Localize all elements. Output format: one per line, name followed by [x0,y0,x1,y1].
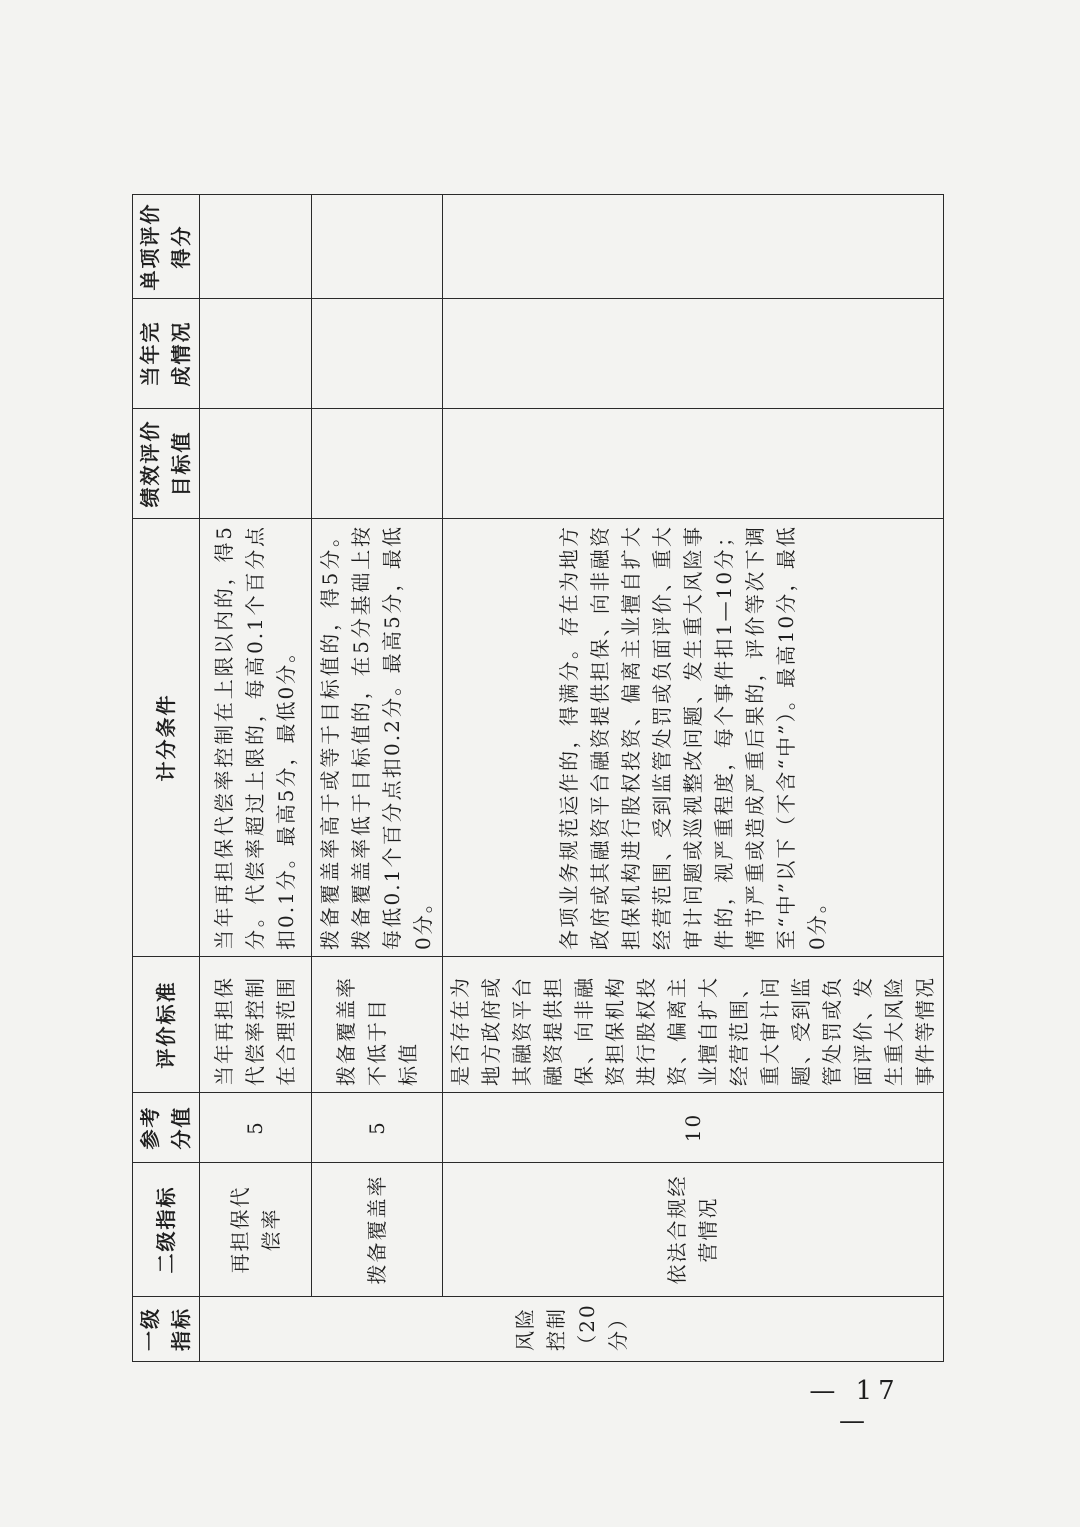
scoring-cell: 各项业务规范运作的，得满分。存在为地方政府或其融资平台融资提供担保、向非融资担保机构进行股权投资、偏离主业擅自扩大经营范围、受到监管处罚或负面评价、重大审计问题或巡视整改问题、发生重大风险事件的，视严重程度，每个事件扣1—10分；情节严重或造成严重后果的，评价等次下调至“中”以下（不含“中”）。最高10分，最低0分。 [443,519,944,957]
ref-score-cell: 5 [200,1093,312,1163]
item-score-cell [312,195,443,299]
evaluation-table [132,194,944,1362]
header-level2: 二级指标 [133,1163,200,1297]
target-cell [200,409,312,519]
criteria-cell: 是否存在为 地方政府或 其融资平台 融资提供担 保、向非融 资担保机构 进行股权投 资、偏离主 业擅自扩大 经营范围、 重大审计问 题、受到监 管处罚或负 面评价、发 生重大风险 事件等情况 [443,957,944,1093]
header-criteria: 评价标准 [133,957,200,1093]
header-ref-score: 参考 分值 [133,1093,200,1163]
indicator-cell: 拨备覆盖率 [312,1163,443,1297]
header-level1: 一级 指标 [133,1297,200,1362]
header-target: 绩效评价 目标值 [133,409,200,519]
page-number: — 17 — [809,1376,901,1436]
scoring-cell: 当年再担保代偿率控制在上限以内的，得5分。代偿率超过上限的，每高0.1个百分点扣0.1分。最高5分，最低0分。 [200,519,312,957]
table-row [443,195,944,1362]
indicator-cell: 依法合规经 营情况 [443,1163,944,1297]
category-cell: 风险 控制 （20分） [200,1297,944,1362]
indicator-cell: 再担保代 偿率 [200,1163,312,1297]
header-row [133,195,200,1362]
header-item-score: 单项评价 得分 [133,195,200,299]
criteria-cell: 当年再担保 代偿率控制 在合理范围 [200,957,312,1093]
ref-score-cell: 5 [312,1093,443,1163]
item-score-cell [200,195,312,299]
completion-cell [200,299,312,409]
ref-score-cell: 10 [443,1093,944,1163]
header-completion: 当年完 成情况 [133,299,200,409]
table-row [200,195,312,1362]
completion-cell [443,299,944,409]
rotated-table-container [132,195,937,1362]
table-row [312,195,443,1362]
scoring-cell: 拨备覆盖率高于或等于目标值的，得5分。拨备覆盖率低于目标值的，在5分基础上按每低0.1个百分点扣0.2分。最高5分，最低0分。 [312,519,443,957]
target-cell [312,409,443,519]
completion-cell [312,299,443,409]
header-scoring: 计分条件 [133,519,200,957]
item-score-cell [443,195,944,299]
target-cell [443,409,944,519]
criteria-cell: 拨备覆盖率 不低于目 标值 [312,957,443,1093]
